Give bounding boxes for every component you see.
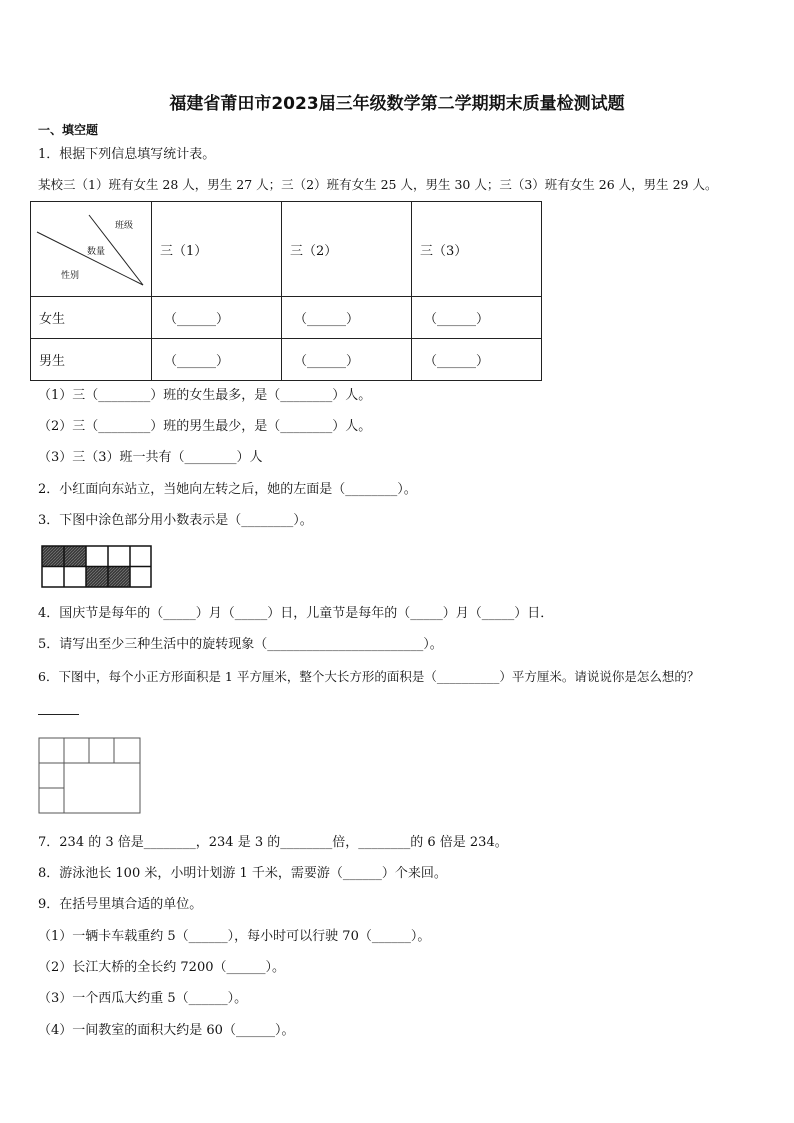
answer-blank[interactable]: （______） [412, 297, 542, 339]
section-heading: 一、填空题 [38, 123, 99, 137]
page-title: 福建省莆田市2023届三年级数学第二学期期末质量检测试题 [169, 94, 625, 114]
question-8: 8．游泳池长 100 米，小明计划游 1 千米，需要游（______）个来回。 [38, 866, 447, 881]
table-diagonal-header [31, 202, 152, 297]
question-1-info: 某校三（1）班有女生 28 人，男生 27 人；三（2）班有女生 25 人，男生 30 人；三（3）班有女生 26 人，男生 29 人。 [38, 177, 718, 192]
question-4: 4．国庆节是每年的（_____）月（_____）日，儿童节是每年的（_____）月（_____）日． [38, 606, 554, 621]
question-9-stem: 9．在括号里填合适的单位。 [38, 897, 203, 912]
answer-blank[interactable]: （______） [152, 339, 282, 381]
question-3: 3．下图中涂色部分用小数表示是（________）。 [38, 513, 313, 528]
header-gender-label: 性别 [61, 271, 80, 281]
answer-line [38, 714, 79, 715]
question-1-stem: 1．根据下列信息填写统计表。 [38, 147, 216, 162]
question-9-sub-3: （3）一个西瓜大约重 5（______）。 [38, 991, 248, 1006]
row-label: 女生 [31, 297, 152, 339]
question-6: 6．下图中，每个小正方形面积是 1 平方厘米，整个大长方形的面积是（__________）平方厘米。请说说你是怎么想的？ [38, 669, 700, 684]
answer-blank[interactable]: （______） [282, 339, 412, 381]
question-2: 2．小红面向东站立，当她向左转之后，她的左面是（________）。 [38, 482, 417, 497]
question-9-sub-1: （1）一辆卡车载重约 5（______），每小时可以行驶 70（______）。 [38, 929, 431, 944]
answer-blank[interactable]: （______） [412, 339, 542, 381]
rectangle-grid-figure [38, 737, 142, 815]
answer-blank[interactable]: （______） [152, 297, 282, 339]
question-1-sub-3: （3）三（3）班一共有（________）人 [38, 450, 263, 465]
statistics-table [30, 201, 542, 381]
row-label: 男生 [31, 339, 152, 381]
column-header: 三（2） [282, 202, 412, 297]
column-header: 三（1） [152, 202, 282, 297]
header-class-label: 班级 [115, 221, 134, 231]
question-5: 5．请写出至少三种生活中的旋转现象（________________________）。 [38, 637, 443, 652]
header-count-label: 数量 [87, 247, 106, 257]
question-1-sub-2: （2）三（________）班的男生最少，是（________）人。 [38, 419, 372, 434]
column-header: 三（3） [412, 202, 542, 297]
answer-blank[interactable]: （______） [282, 297, 412, 339]
shaded-grid-figure [41, 545, 153, 589]
question-7: 7．234 的 3 倍是________，234 是 3 的________倍，________的 6 倍是 234。 [38, 835, 508, 850]
question-1-sub-1: （1）三（________）班的女生最多，是（________）人。 [38, 388, 372, 403]
question-9-sub-2: （2）长江大桥的全长约 7200（______）。 [38, 960, 285, 975]
question-9-sub-4: （4）一间教室的面积大约是 60（______）。 [38, 1023, 295, 1038]
